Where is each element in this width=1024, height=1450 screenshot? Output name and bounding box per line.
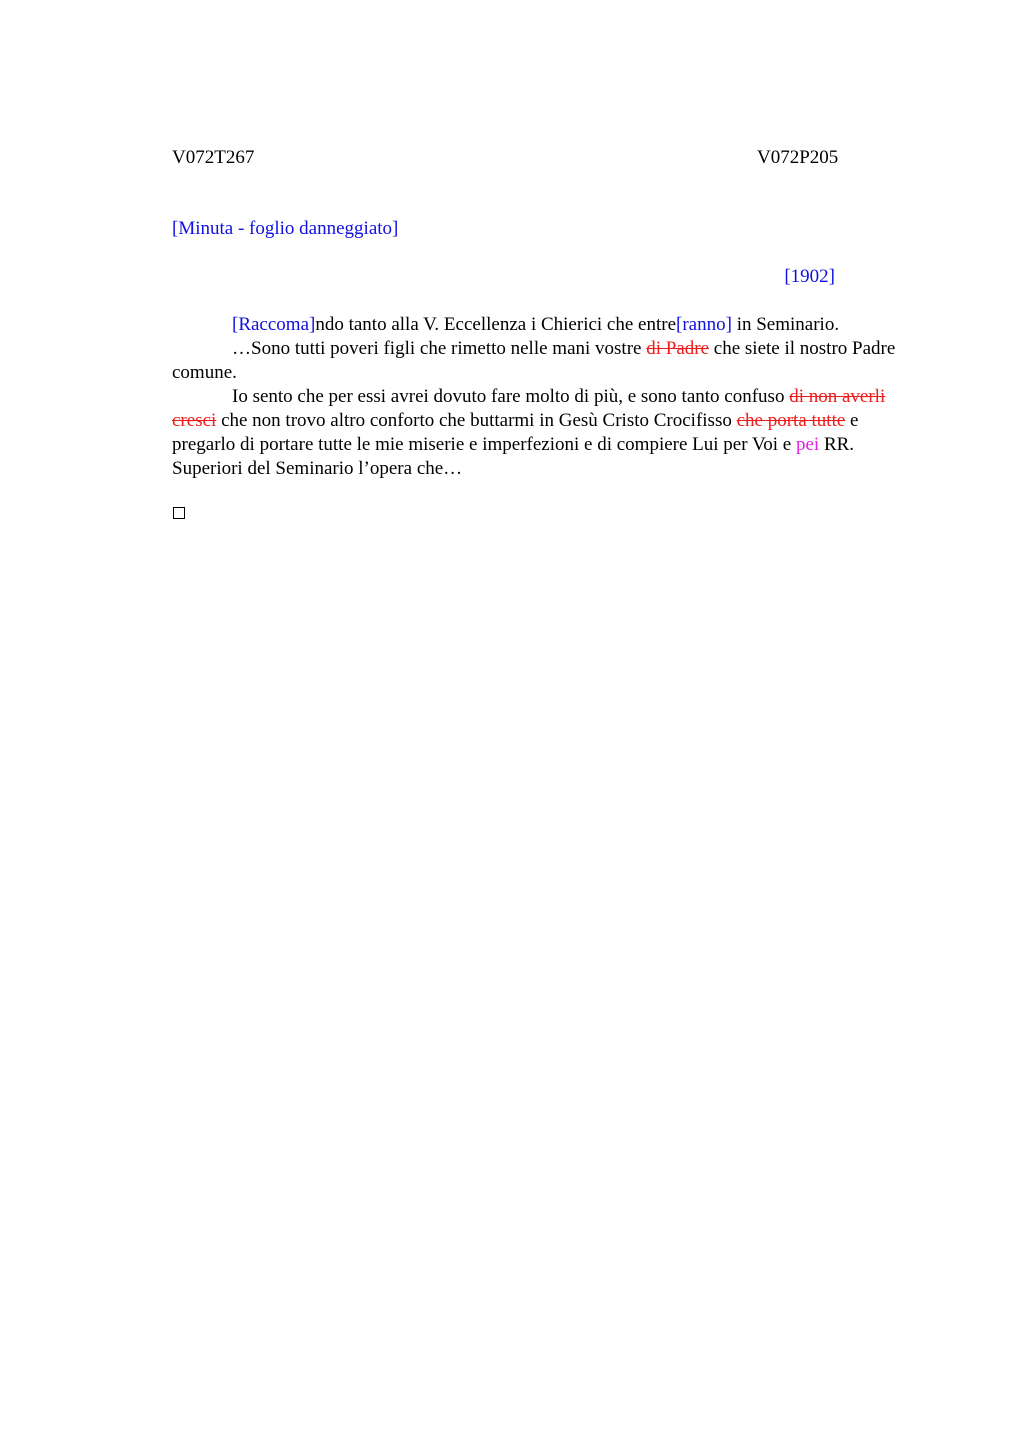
editorial-note: [Minuta - foglio danneggiato] <box>172 218 399 239</box>
editorial-insertion: [Raccoma] <box>232 314 316 335</box>
text-segment: che non trovo altro conforto che buttarmi in Gesù Cristo Crocifisso <box>216 410 737 431</box>
deleted-text: di Padre <box>646 338 710 359</box>
deleted-text: che porta tutte <box>736 410 846 431</box>
text-segment: in Seminario. <box>731 314 840 335</box>
text-segment: che siete il nostro Padre comune. <box>172 338 896 383</box>
end-marker-box <box>173 507 185 519</box>
editorial-insertion: [ranno] <box>676 314 732 335</box>
text-segment: e pregarlo di portare tutte le mie miserie e imperfezioni e di compiere Lui per Voi e <box>172 410 859 455</box>
inserted-text: pei <box>795 434 820 455</box>
letter-date: [1902] <box>784 266 835 287</box>
text-segment: …Sono tutti poveri figli che rimetto nelle mani vostre <box>232 338 647 359</box>
text-segment: Io sento che per essi avrei dovuto fare molto di più, e sono tanto confuso <box>232 386 790 407</box>
paragraph-1 <box>172 313 912 337</box>
document-code-right: V072P205 <box>757 147 839 168</box>
letter-body <box>172 313 912 481</box>
paragraph-2 <box>172 337 912 385</box>
document-code-left: V072T267 <box>172 147 255 168</box>
text-segment: ndo tanto alla V. Eccellenza i Chierici che entre <box>315 314 677 335</box>
deleted-text: di non averli cresci <box>172 386 886 431</box>
text-segment: RR. Superiori del Seminario l’opera che… <box>172 434 855 479</box>
paragraph-3 <box>172 385 912 481</box>
